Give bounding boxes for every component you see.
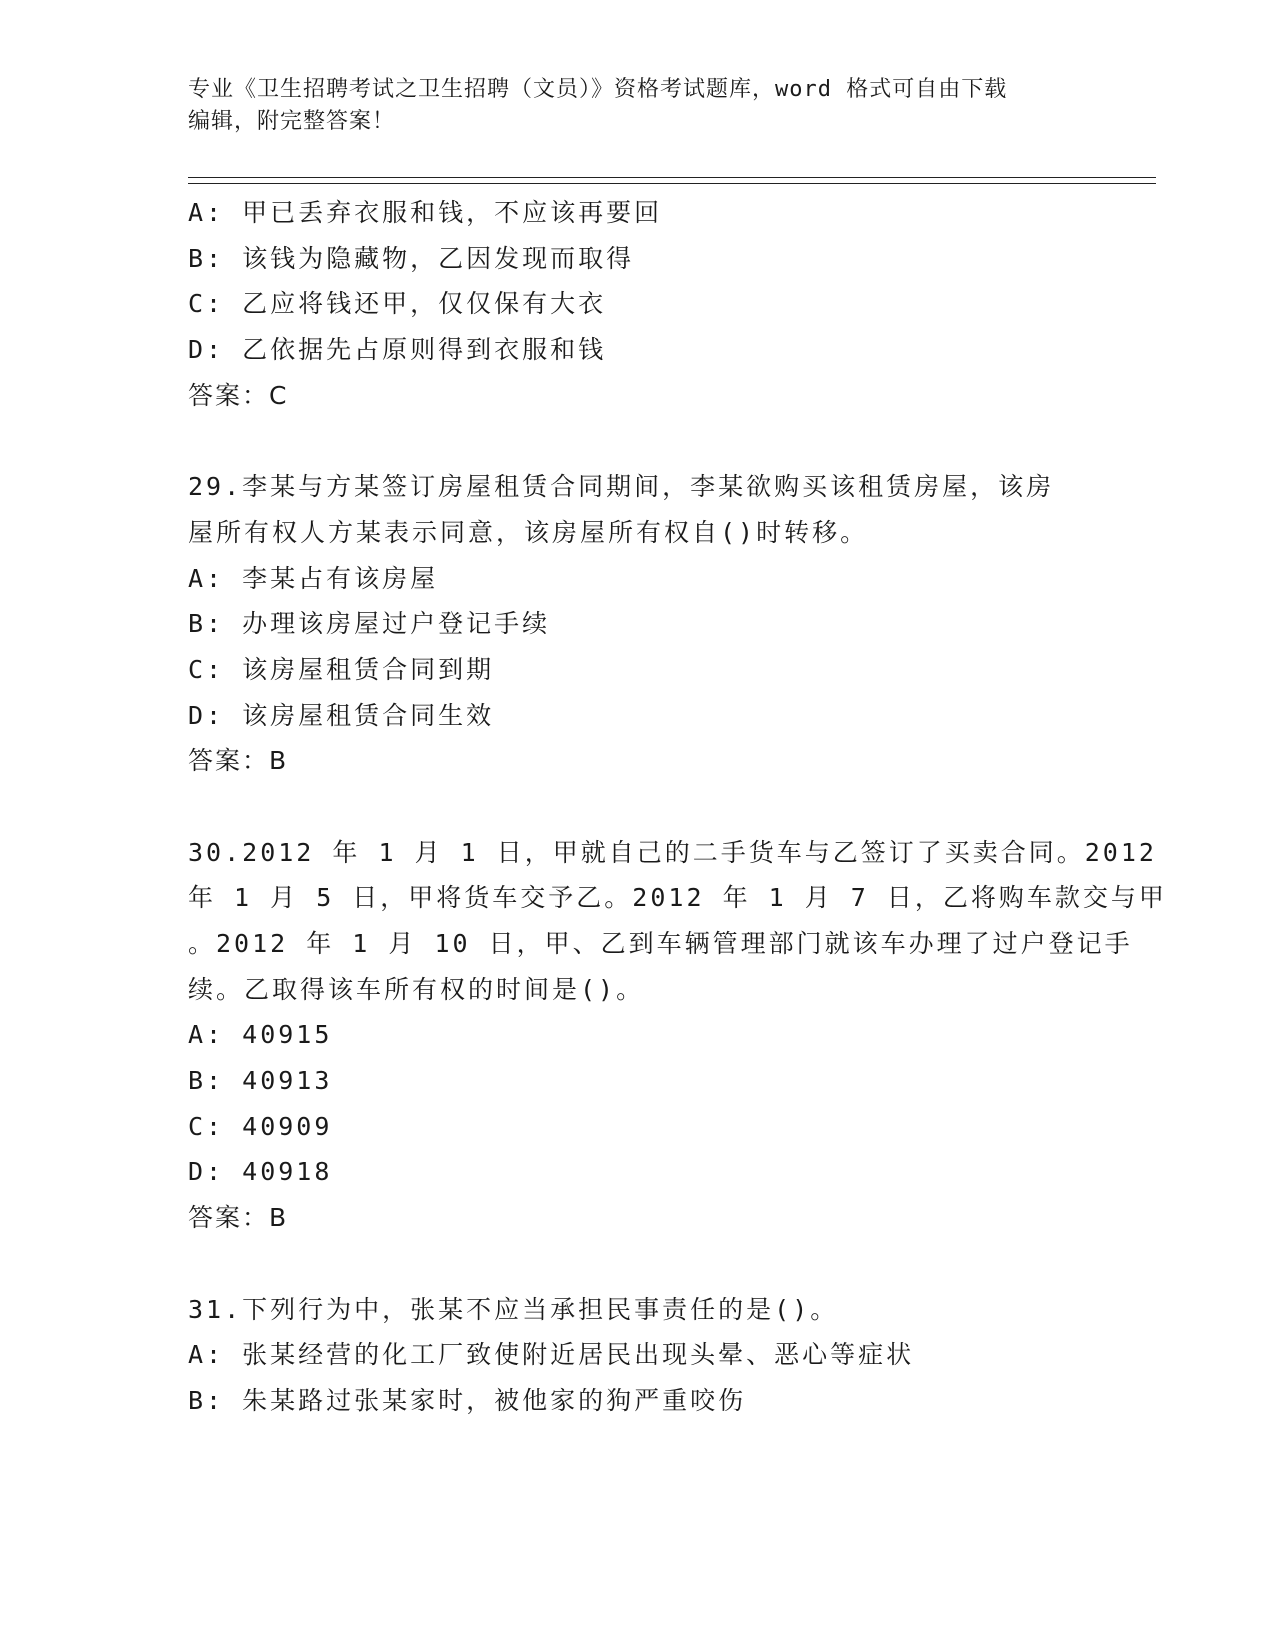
question-stem-line: 屋所有权人方某表示同意，该房屋所有权自()时转移。 <box>188 517 869 547</box>
option-b: B: 朱某路过张某家时，被他家的狗严重咬伤 <box>188 1385 747 1415</box>
option-d: D: 40918 <box>188 1157 333 1187</box>
question-stem-line: 年 1 月 5 日，甲将货车交予乙。2012 年 1 月 7 日，乙将购车款交与甲 <box>188 883 1167 913</box>
question-stem-line: 31.下列行为中，张某不应当承担民事责任的是()。 <box>188 1294 839 1324</box>
spacer <box>188 1241 1088 1287</box>
question-stem-line: 。2012 年 1 月 10 日，甲、乙到车辆管理部门就该车办理了过户登记手 <box>188 929 1133 958</box>
answer-line: 答案：B <box>188 1203 289 1233</box>
answer-line: 答案：B <box>188 746 289 776</box>
option-d: D: 乙依据先占原则得到衣服和钱 <box>188 335 607 365</box>
option-c: C: 乙应将钱还甲，仅仅保有大衣 <box>188 289 607 319</box>
header-line-2: 编辑，附完整答案！ <box>188 109 396 134</box>
question-28 <box>188 190 1088 418</box>
option-c: C: 该房屋租赁合同到期 <box>188 654 495 684</box>
header-line-1: 专业《卫生招聘考试之卫生招聘（文员）》资格考试题库，word 格式可自由下载 <box>188 77 1008 102</box>
document-header <box>188 74 1088 138</box>
spacer <box>188 784 1088 830</box>
spacer <box>188 418 1088 464</box>
question-stem-line: 29.李某与方某签订房屋租赁合同期间，李某欲购买该租赁房屋，该房 <box>188 472 1055 502</box>
option-b: B: 该钱为隐藏物，乙因发现而取得 <box>188 243 635 273</box>
option-b: B: 办理该房屋过户登记手续 <box>188 609 551 639</box>
question-29 <box>188 464 1088 784</box>
option-a: A: 张某经营的化工厂致使附近居民出现头晕、恶心等症状 <box>188 1340 915 1370</box>
question-31 <box>188 1287 1088 1424</box>
option-d: D: 该房屋租赁合同生效 <box>188 700 495 730</box>
question-stem-line: 续。乙取得该车所有权的时间是()。 <box>188 974 645 1004</box>
option-a: A: 40915 <box>188 1020 333 1050</box>
option-a: A: 甲已丢弃衣服和钱，不应该再要回 <box>188 198 663 227</box>
document-body <box>188 190 1167 1424</box>
option-a: A: 李某占有该房屋 <box>188 563 439 593</box>
option-b: B: 40913 <box>188 1066 333 1096</box>
question-30 <box>188 830 1167 1241</box>
option-c: C: 40909 <box>188 1111 333 1141</box>
header-divider-top <box>188 177 1156 178</box>
header-divider-bottom <box>188 183 1156 184</box>
answer-line: 答案：C <box>188 380 289 410</box>
question-stem-line: 30.2012 年 1 月 1 日，甲就自己的二手货车与乙签订了买卖合同。2012 <box>188 837 1157 867</box>
